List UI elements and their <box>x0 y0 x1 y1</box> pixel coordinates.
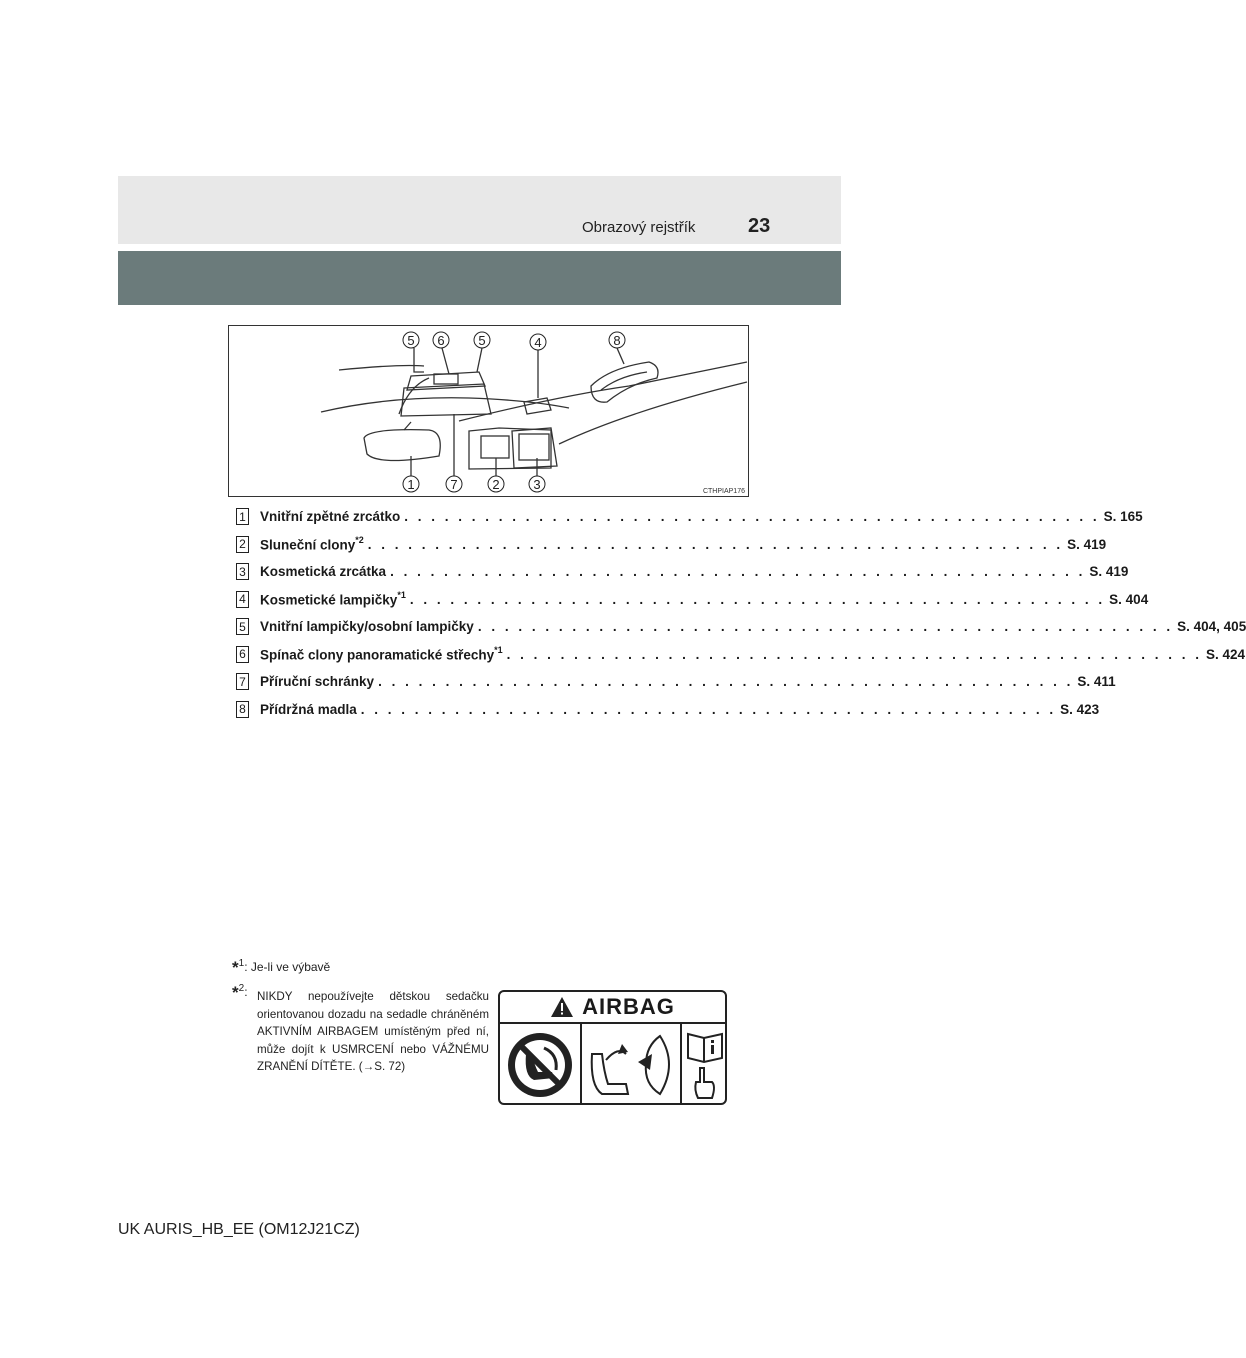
entry-leader: . . . . . . . . . . . . . . . . . . . . . . . . . . . . . . . . . . . . . . . . . . . . . . . . . . . . <box>378 674 1074 690</box>
entry-page-ref[interactable]: S. 404 <box>1109 591 1149 607</box>
entry-label: Příruční schránky <box>260 674 375 690</box>
list-item <box>236 558 1129 586</box>
callout-top-2: 6 <box>437 333 445 348</box>
list-item <box>236 696 1100 724</box>
list-item <box>236 531 1107 559</box>
entry-page-ref[interactable]: S. 419 <box>1089 564 1129 580</box>
entry-number: 8 <box>236 701 249 718</box>
document-code: UK AURIS_HB_EE (OM12J21CZ) <box>118 1221 360 1238</box>
callout-top-5: 8 <box>613 333 621 348</box>
entry-page-ref[interactable]: S. 423 <box>1060 701 1100 717</box>
footnote-mark: *2 <box>355 535 364 545</box>
illustration-code: CTHPIAP176 <box>702 488 745 495</box>
footnote-mark: *1 <box>397 590 406 600</box>
entry-page-ref[interactable]: S. 165 <box>1103 509 1143 525</box>
header-bar <box>118 251 841 305</box>
read-manual-icon <box>682 1024 728 1105</box>
entry-number: 3 <box>236 563 249 580</box>
airbag-label-header <box>500 992 725 1024</box>
callout-bottom-2: 7 <box>450 477 458 492</box>
entry-label: Přídržná madla <box>260 701 357 717</box>
footnote-mark: *1 <box>494 645 503 655</box>
entry-page-ref[interactable]: S. 411 <box>1077 674 1116 690</box>
list-item <box>236 586 1149 614</box>
callout-top-4: 4 <box>534 335 542 350</box>
list-item <box>236 668 1116 696</box>
entry-label: Vnitřní lampičky/osobní lampičky <box>260 619 474 635</box>
entry-label: Kosmetické lampičky$^{*1}$ <box>260 590 406 608</box>
footnote-2-text: NIKDY nepoužívejte dětskou sedačku orientovanou dozadu na sedadle chráněném AKTIVNÍM AIRBAGEM umístěným před ní, může dojít k USMRCENÍ nebo VÁŽNÉMU ZRANĚNÍ DÍTĚTE. (→S. 72) <box>257 990 489 1074</box>
entry-number: 2 <box>236 536 249 553</box>
section-title: Obrazový rejstřík <box>582 219 696 236</box>
no-rear-facing-seat-icon <box>500 1024 582 1105</box>
callout-bottom-1: 1 <box>407 477 415 492</box>
entry-number: 7 <box>236 673 249 690</box>
entry-leader: . . . . . . . . . . . . . . . . . . . . . . . . . . . . . . . . . . . . . . . . . . . . . . . . . . . . <box>506 646 1202 662</box>
entry-page-ref[interactable]: S. 419 <box>1067 536 1107 552</box>
entry-label: Spínač clony panoramatické střechy$^{*1}$ <box>260 645 503 663</box>
callout-top-3: 5 <box>478 333 486 348</box>
entry-leader: . . . . . . . . . . . . . . . . . . . . . . . . . . . . . . . . . . . . . . . . . . . . . . . . . . . . <box>360 701 1057 717</box>
callout-bottom-4: 3 <box>533 477 541 492</box>
entry-leader: . . . . . . . . . . . . . . . . . . . . . . . . . . . . . . . . . . . . . . . . . . . . . . . . . . . . <box>390 564 1086 580</box>
entry-number: 4 <box>236 591 249 608</box>
entry-number: 1 <box>236 508 249 525</box>
entry-label: Kosmetická zrcátka <box>260 564 387 580</box>
airbag-warning-label <box>498 990 727 1105</box>
list-item <box>236 503 1143 531</box>
footnote-1: *$^1$: Je-li ve výbavě <box>232 958 331 977</box>
entry-leader: . . . . . . . . . . . . . . . . . . . . . . . . . . . . . . . . . . . . . . . . . . . . . . . . . . . . <box>404 509 1100 525</box>
entry-leader: . . . . . . . . . . . . . . . . . . . . . . . . . . . . . . . . . . . . . . . . . . . . . . . . . . . . <box>409 591 1106 607</box>
entry-label: Sluneční clony$^{*2}$ <box>260 535 364 553</box>
roof-drawing <box>229 326 748 496</box>
callout-top-1: 5 <box>407 333 415 348</box>
airbag-title: AIRBAG <box>582 994 675 1019</box>
list-item <box>236 641 1245 669</box>
entry-number: 6 <box>236 646 249 663</box>
entry-label: Vnitřní zpětné zrcátko <box>260 509 401 525</box>
footnote-2-mark: *$^2$: <box>232 983 248 1002</box>
entry-number: 5 <box>236 618 249 635</box>
entry-leader: . . . . . . . . . . . . . . . . . . . . . . . . . . . . . . . . . . . . . . . . . . . . . . . . . . . . <box>477 619 1174 635</box>
airbag-deploy-icon <box>582 1024 682 1105</box>
warning-triangle-icon <box>550 996 574 1018</box>
entry-page-ref[interactable]: S. 424 <box>1205 646 1245 662</box>
interior-roof-illustration <box>228 325 749 497</box>
page-number: 23 <box>748 215 771 237</box>
list-item <box>236 613 1246 641</box>
header-band <box>118 176 841 244</box>
entry-page-ref[interactable]: S. 404, 405 <box>1177 619 1246 635</box>
index-entries <box>236 503 1246 723</box>
callout-bottom-3: 2 <box>492 477 500 492</box>
entry-leader: . . . . . . . . . . . . . . . . . . . . . . . . . . . . . . . . . . . . . . . . . . . . . . . . . . . . <box>367 536 1064 552</box>
